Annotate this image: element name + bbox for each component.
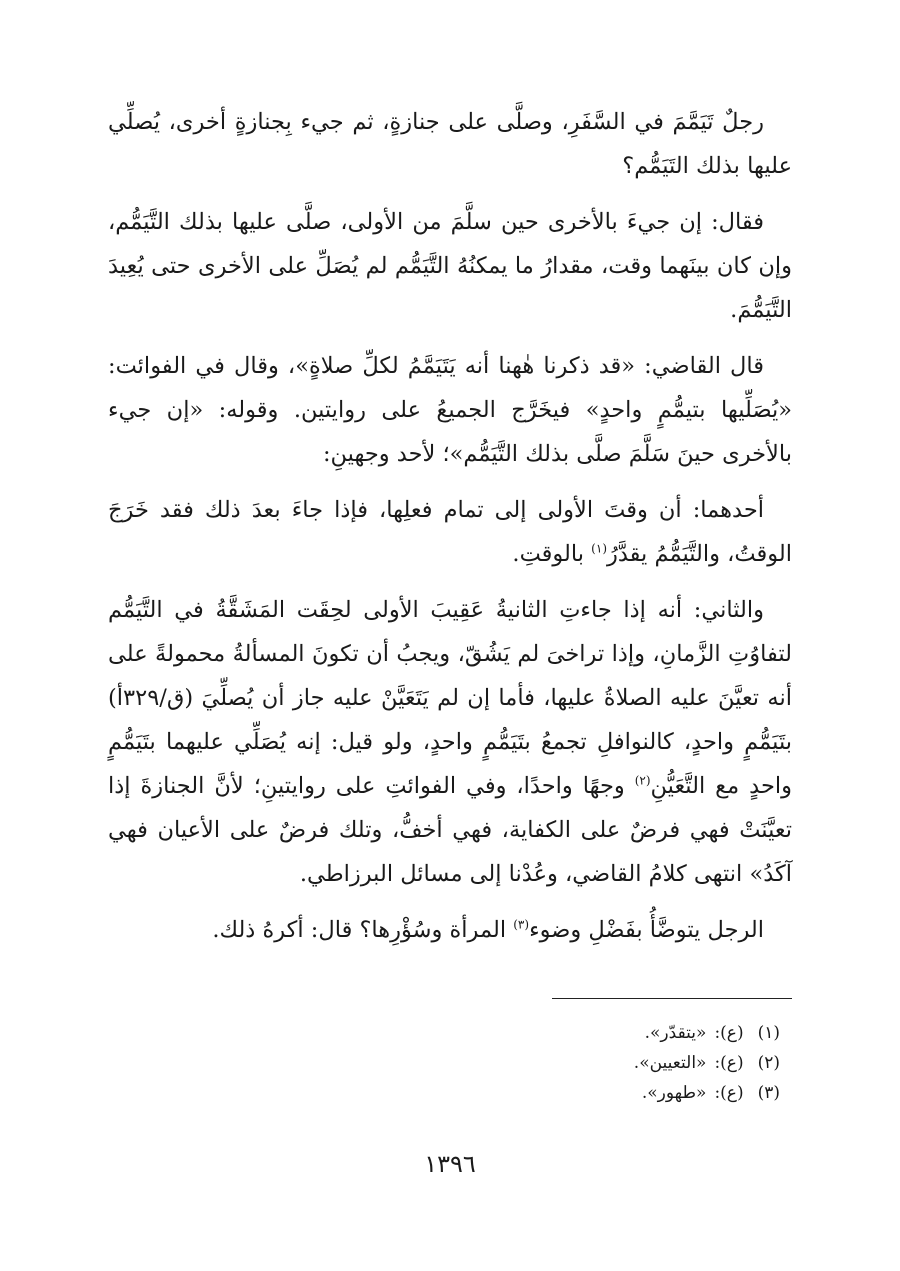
paragraph-first-reason	[108, 488, 792, 576]
footnote-source: (ع):	[714, 1023, 744, 1043]
footnote-number: (٢)	[757, 1053, 780, 1073]
paragraph-wudu-question	[108, 908, 792, 952]
paragraph-text: الرجل يتوضَّأُ بفَضْلِ وضوء	[529, 917, 764, 943]
footnote-item	[380, 1048, 780, 1078]
paragraph-answer	[108, 200, 792, 332]
footnote-marker[interactable]: (٣)	[513, 917, 530, 932]
footnote-text: «يتقدّر».	[644, 1023, 707, 1043]
paragraph-text-continued: المرأة وسُؤْرِها؟ قال: أكرهُ ذلك.	[212, 917, 514, 943]
page-number: ١٣٩٦	[424, 1150, 476, 1178]
paragraph-second-reason	[108, 588, 792, 896]
footnote-item	[380, 1018, 780, 1048]
footnote-source: (ع):	[714, 1083, 744, 1103]
paragraph-text: قال القاضي: «قد ذكرنا هٰهنا أنه يَتَيَمَّمُ لكلِّ صلاةٍ»، وقال في الفوائت: «يُصَلِّيها بتيمُّمٍ واحدٍ» فيخَرَّج الجميعُ على روايتين. وقوله: «إن جيء بالأخرى حينَ سَلَّمَ صلَّى بذلك التَّيَمُّم»؛ لأحد وجهينِ:	[108, 353, 792, 467]
paragraph-text: فقال: إن جيءَ بالأخرى حين سلَّمَ من الأولى، صلَّى عليها بذلك التَّيَمُّم، وإن كان بينَهما وقت، مقدارُ ما يمكنُهُ التَّيَمُّم لم يُصَلِّ على الأخرى حتى يُعِيدَ التَّيَمُّمَ.	[108, 209, 792, 323]
paragraph-text-continued: وجهًا واحدًا، وفي الفوائتِ على روايتينِ؛ لأنَّ الجنازةَ إذا تعيَّنَتْ فهي فرضٌ على الكفاية، فهي أخفُّ، وتلك فرضٌ على الأعيان فهي آكَدُ» انتهى كلامُ القاضي، وعُدْنا إلى مسائل البرزاطي.	[108, 773, 792, 887]
footnote-number: (٣)	[757, 1083, 780, 1103]
footnote-text: «طهور».	[641, 1083, 707, 1103]
paragraph-qadi	[108, 344, 792, 476]
footnote-marker[interactable]: (١)	[591, 541, 607, 556]
footnote-number: (١)	[757, 1023, 780, 1043]
paragraph-text-continued: بالوقتِ.	[512, 541, 592, 567]
footnote-item	[380, 1078, 780, 1108]
paragraph-question-tayammum	[108, 100, 792, 188]
footnote-source: (ع):	[714, 1053, 744, 1073]
footnotes	[380, 1018, 780, 1108]
paragraph-text: والثاني: أنه إذا جاءتِ الثانيةُ عَقِيبَ الأولى لحِقَت المَشَقَّةُ في التَّيَمُّم لتفاوُتِ الزَّمانِ، وإذا تراخىَ لم يَشُقّ، ويجبُ أن تكونَ المسألةُ محمولةً على أنه تعيَّنَ عليه الصلاةُ عليها، فأما إن لم يَتَعَيَّنْ عليه جاز أن يُصلِّيَ (ق/٣٢٩أ) بتَيَمُّمٍ واحدٍ، كالنوافلِ تجمعُ بتَيَمُّمٍ واحدٍ، ولو قيل: إنه يُصَلِّي عليهما بتَيَمُّمٍ واحدٍ مع التَّعَيُّنِ	[108, 597, 792, 799]
page-body	[108, 100, 792, 1103]
paragraph-text: أحدهما: أن وقتَ الأولى إلى تمام فعلِها، فإذا جاءَ بعدَ ذلك فقد خَرَجَ الوقتُ، والتَّيَمُّمُ يقدَّرُ	[108, 497, 792, 567]
paragraph-text: رجلٌ تَيَمَّمَ في السَّفَرِ، وصلَّى على جنازةٍ، ثم جيء بِجنازةٍ أخرى، يُصلِّي عليها بذلك التَيَمُّم؟	[108, 109, 792, 179]
footnote-text: «التعيين».	[633, 1053, 707, 1073]
footnote-divider	[552, 998, 792, 999]
footnote-marker[interactable]: (٢)	[634, 773, 651, 788]
